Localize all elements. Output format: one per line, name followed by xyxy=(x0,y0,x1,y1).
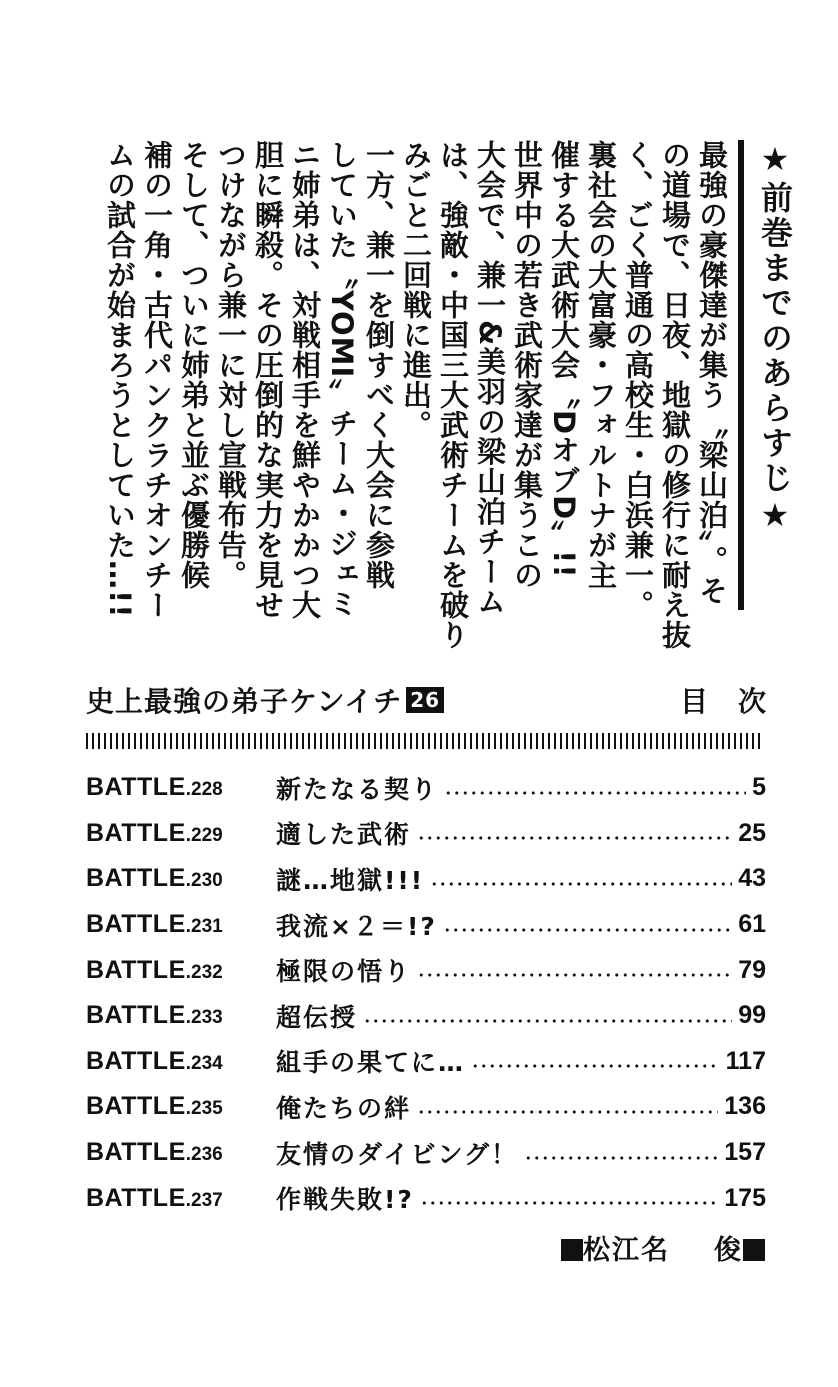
chapter-prefix: BATTLE xyxy=(86,1092,186,1121)
toc-row[interactable] xyxy=(86,811,766,857)
chapter-page: 5 xyxy=(752,773,766,802)
chapter-number xyxy=(86,956,276,985)
chapter-number-digits: .231 xyxy=(185,916,223,938)
synopsis-line: 世界中の若き武術家達が集うこの xyxy=(510,140,544,590)
chapter-prefix: BATTLE xyxy=(86,864,186,893)
chapter-page: 117 xyxy=(725,1046,766,1075)
chapter-prefix: BATTLE xyxy=(86,1138,186,1167)
toc-row[interactable] xyxy=(86,765,766,811)
chapter-number-digits: .235 xyxy=(185,1098,223,1120)
toc-row[interactable] xyxy=(86,993,766,1039)
synopsis-line: 最強の豪傑達が集う〝梁山泊〟。そ xyxy=(695,140,729,606)
chapter-page: 99 xyxy=(738,1001,766,1030)
chapter-page: 79 xyxy=(738,955,766,984)
chapter-number xyxy=(86,1092,276,1121)
toc-row[interactable] xyxy=(86,947,766,993)
chapter-title: 我流×２＝!? xyxy=(276,911,437,941)
synopsis-line: の道場で、日夜、地獄の修行に耐え抜 xyxy=(658,140,692,650)
chapter-number-digits: .228 xyxy=(185,779,223,801)
chapter-prefix: BATTLE xyxy=(86,910,186,939)
book-title-text: 史上最強の弟子ケンイチ xyxy=(86,685,403,718)
toc-row[interactable] xyxy=(86,1039,766,1085)
chapter-title: 新たなる契り xyxy=(276,774,439,804)
toc-label: 目次 xyxy=(679,685,796,718)
toc-row[interactable] xyxy=(86,1130,766,1176)
synopsis-line: ニ姉弟は、対戦相手を鮮やかかつ大 xyxy=(288,140,322,620)
chapter-page: 25 xyxy=(738,818,766,847)
chapter-page: 175 xyxy=(724,1183,766,1212)
chapter-prefix: BATTLE xyxy=(86,955,186,984)
toc-row[interactable] xyxy=(86,1175,766,1221)
divider-ruler xyxy=(86,733,764,749)
chapter-page: 61 xyxy=(738,910,766,939)
dot-leader xyxy=(420,1201,718,1205)
synopsis-title-box xyxy=(738,140,798,610)
chapter-page: 157 xyxy=(724,1138,766,1167)
dot-leader xyxy=(417,836,732,840)
chapter-number-digits: .236 xyxy=(185,1144,223,1166)
chapter-title: 作戦失敗!? xyxy=(276,1185,414,1215)
chapter-prefix: BATTLE xyxy=(86,773,186,802)
synopsis-line: 大会で、兼一&美羽の梁山泊チーム xyxy=(473,140,507,617)
author-credit xyxy=(561,1228,765,1267)
chapter-title: 超伝授 xyxy=(276,1002,358,1032)
chapter-number xyxy=(86,1138,276,1167)
chapter-number-digits: .230 xyxy=(185,870,223,892)
synopsis-line: そして、ついに姉弟と並ぶ優勝候 xyxy=(177,140,211,590)
chapter-page: 136 xyxy=(724,1092,766,1121)
toc-row[interactable] xyxy=(86,902,766,948)
chapter-prefix: BATTLE xyxy=(86,1183,186,1212)
square-bullet-icon xyxy=(561,1239,583,1261)
synopsis-line: 裏社会の大富豪・フォルトナが主 xyxy=(584,140,618,590)
dot-leader xyxy=(363,1019,732,1023)
chapter-title: 適した武術 xyxy=(276,820,412,850)
volume-badge: 26 xyxy=(406,687,444,713)
synopsis-line: は、強敵・中国三大武術チームを破り xyxy=(436,140,470,650)
chapter-page: 43 xyxy=(738,864,766,893)
synopsis-title: ★前巻までのあらすじ★ xyxy=(756,140,794,537)
chapter-number-digits: .232 xyxy=(185,961,223,983)
synopsis-line: していた〝YOMI〟チーム・ジェミ xyxy=(325,140,359,619)
dot-leader xyxy=(430,882,732,886)
dot-leader xyxy=(524,1156,718,1160)
synopsis-line: く、ごく普通の高校生・白浜兼一。 xyxy=(621,140,655,620)
chapter-number xyxy=(86,1001,276,1030)
synopsis-line: つけながら兼一に対し宣戦布告。 xyxy=(214,140,248,590)
square-bullet-icon xyxy=(743,1239,765,1261)
dot-leader xyxy=(417,1110,718,1114)
chapter-number xyxy=(86,819,276,848)
synopsis-line: 一方、兼一を倒すべく大会に参戦 xyxy=(362,140,396,590)
chapter-number xyxy=(86,1184,276,1213)
synopsis-line: みごと二回戦に進出。 xyxy=(399,140,433,440)
toc-header xyxy=(86,680,796,724)
author-family-name: 松江名 xyxy=(583,1235,670,1266)
synopsis xyxy=(70,140,730,650)
synopsis-line: 補の一角・古代パンクラチオンチー xyxy=(140,140,174,620)
chapter-number xyxy=(86,910,276,939)
chapter-title: 俺たちの絆 xyxy=(276,1093,412,1123)
chapter-prefix: BATTLE xyxy=(86,1046,186,1075)
chapter-prefix: BATTLE xyxy=(86,818,186,847)
chapter-number-digits: .229 xyxy=(185,824,223,846)
dot-leader xyxy=(471,1064,720,1068)
chapter-title: 組手の果てに… xyxy=(276,1048,466,1078)
book-title xyxy=(86,680,444,720)
dot-leader xyxy=(444,791,746,795)
chapter-title: 友情のダイビング！ xyxy=(276,1139,519,1169)
chapter-title: 極限の悟り xyxy=(276,957,412,987)
synopsis-line: ムの試合が始まろうとしていた…!! xyxy=(103,140,137,619)
synopsis-line: 胆に瞬殺。その圧倒的な実力を見せ xyxy=(251,140,285,620)
chapter-number-digits: .234 xyxy=(185,1052,223,1074)
dot-leader xyxy=(443,928,732,932)
chapter-title: 謎…地獄!!! xyxy=(276,865,425,895)
table-of-contents xyxy=(86,765,766,1221)
chapter-number xyxy=(86,1047,276,1076)
chapter-number-digits: .237 xyxy=(185,1189,223,1211)
toc-row[interactable] xyxy=(86,1084,766,1130)
toc-row[interactable] xyxy=(86,856,766,902)
author-given-name: 俊 xyxy=(714,1235,743,1266)
chapter-number xyxy=(86,864,276,893)
synopsis-line: 催する大武術大会〝DオブD〟!! xyxy=(547,140,581,579)
dot-leader xyxy=(417,973,732,977)
chapter-number-digits: .233 xyxy=(185,1007,223,1029)
chapter-number xyxy=(86,773,276,802)
chapter-prefix: BATTLE xyxy=(86,1001,186,1030)
